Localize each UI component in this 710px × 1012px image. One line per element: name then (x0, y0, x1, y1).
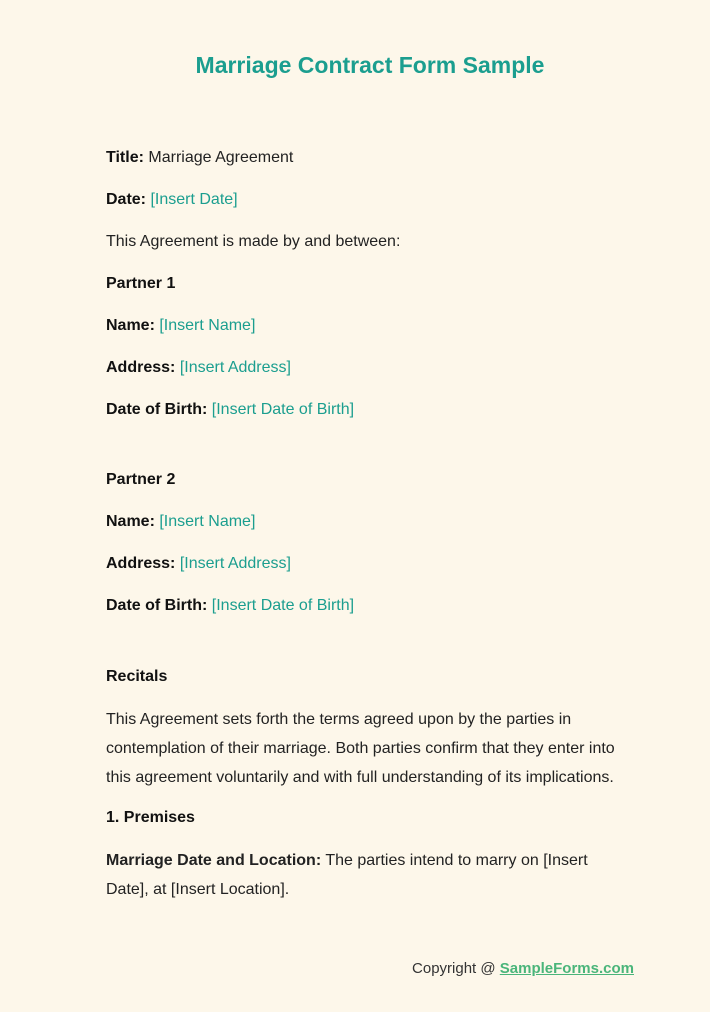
partner1-heading-text: Partner 1 (106, 275, 176, 292)
date-field (106, 190, 238, 210)
premises-paragraph (106, 846, 626, 904)
partner2-name-placeholder: [Insert Name] (159, 513, 256, 530)
premises-heading-text: 1. Premises (106, 809, 195, 826)
partner2-dob-field (106, 596, 354, 616)
partner2-address-label: Address: (106, 555, 176, 572)
partner1-dob-label: Date of Birth: (106, 401, 208, 418)
partner2-address-placeholder: [Insert Address] (179, 555, 291, 572)
premises-text: The parties intend to marry on [Insert Date], at [Insert Location]. (106, 852, 588, 898)
partner1-name-placeholder: [Insert Name] (159, 317, 256, 334)
document-title: Marriage Contract Form Sample (195, 52, 545, 78)
partner2-dob-label: Date of Birth: (106, 597, 208, 614)
partner1-dob-placeholder: [Insert Date of Birth] (211, 401, 355, 418)
partner2-name-label: Name: (106, 513, 155, 530)
date-label: Date: (106, 191, 147, 208)
partner2-heading (106, 470, 175, 490)
partner2-dob-placeholder: [Insert Date of Birth] (211, 597, 355, 614)
partner1-heading (106, 274, 175, 294)
title-label: Title: (106, 149, 144, 166)
premises-heading (106, 808, 195, 828)
partner1-address-label: Address: (106, 359, 176, 376)
recitals-heading (106, 667, 167, 687)
sampleforms-link[interactable]: SampleForms.com (499, 960, 634, 977)
partner1-dob-field (106, 400, 354, 420)
partner1-address-field (106, 358, 291, 378)
title-field (106, 148, 293, 168)
date-placeholder: [Insert Date] (150, 191, 238, 208)
copyright-prefix: Copyright @ (412, 960, 500, 977)
partner2-heading-text: Partner 2 (106, 471, 176, 488)
title-value: Marriage Agreement (148, 149, 294, 166)
copyright-footer (412, 960, 634, 977)
partner1-name-field (106, 316, 255, 336)
partner1-address-placeholder: [Insert Address] (179, 359, 291, 376)
premises-label: Marriage Date and Location: (106, 852, 322, 869)
intro-text: This Agreement is made by and between: (106, 233, 401, 250)
recitals-heading-text: Recitals (106, 668, 168, 685)
partner2-address-field (106, 554, 291, 574)
recitals-paragraph: This Agreement sets forth the terms agreed upon by the parties in contemplation of their marriage. Both parties confirm that they enter into this agreement voluntarily and with full understanding of its implications. (106, 711, 615, 786)
partner1-name-label: Name: (106, 317, 155, 334)
partner2-name-field (106, 512, 255, 532)
